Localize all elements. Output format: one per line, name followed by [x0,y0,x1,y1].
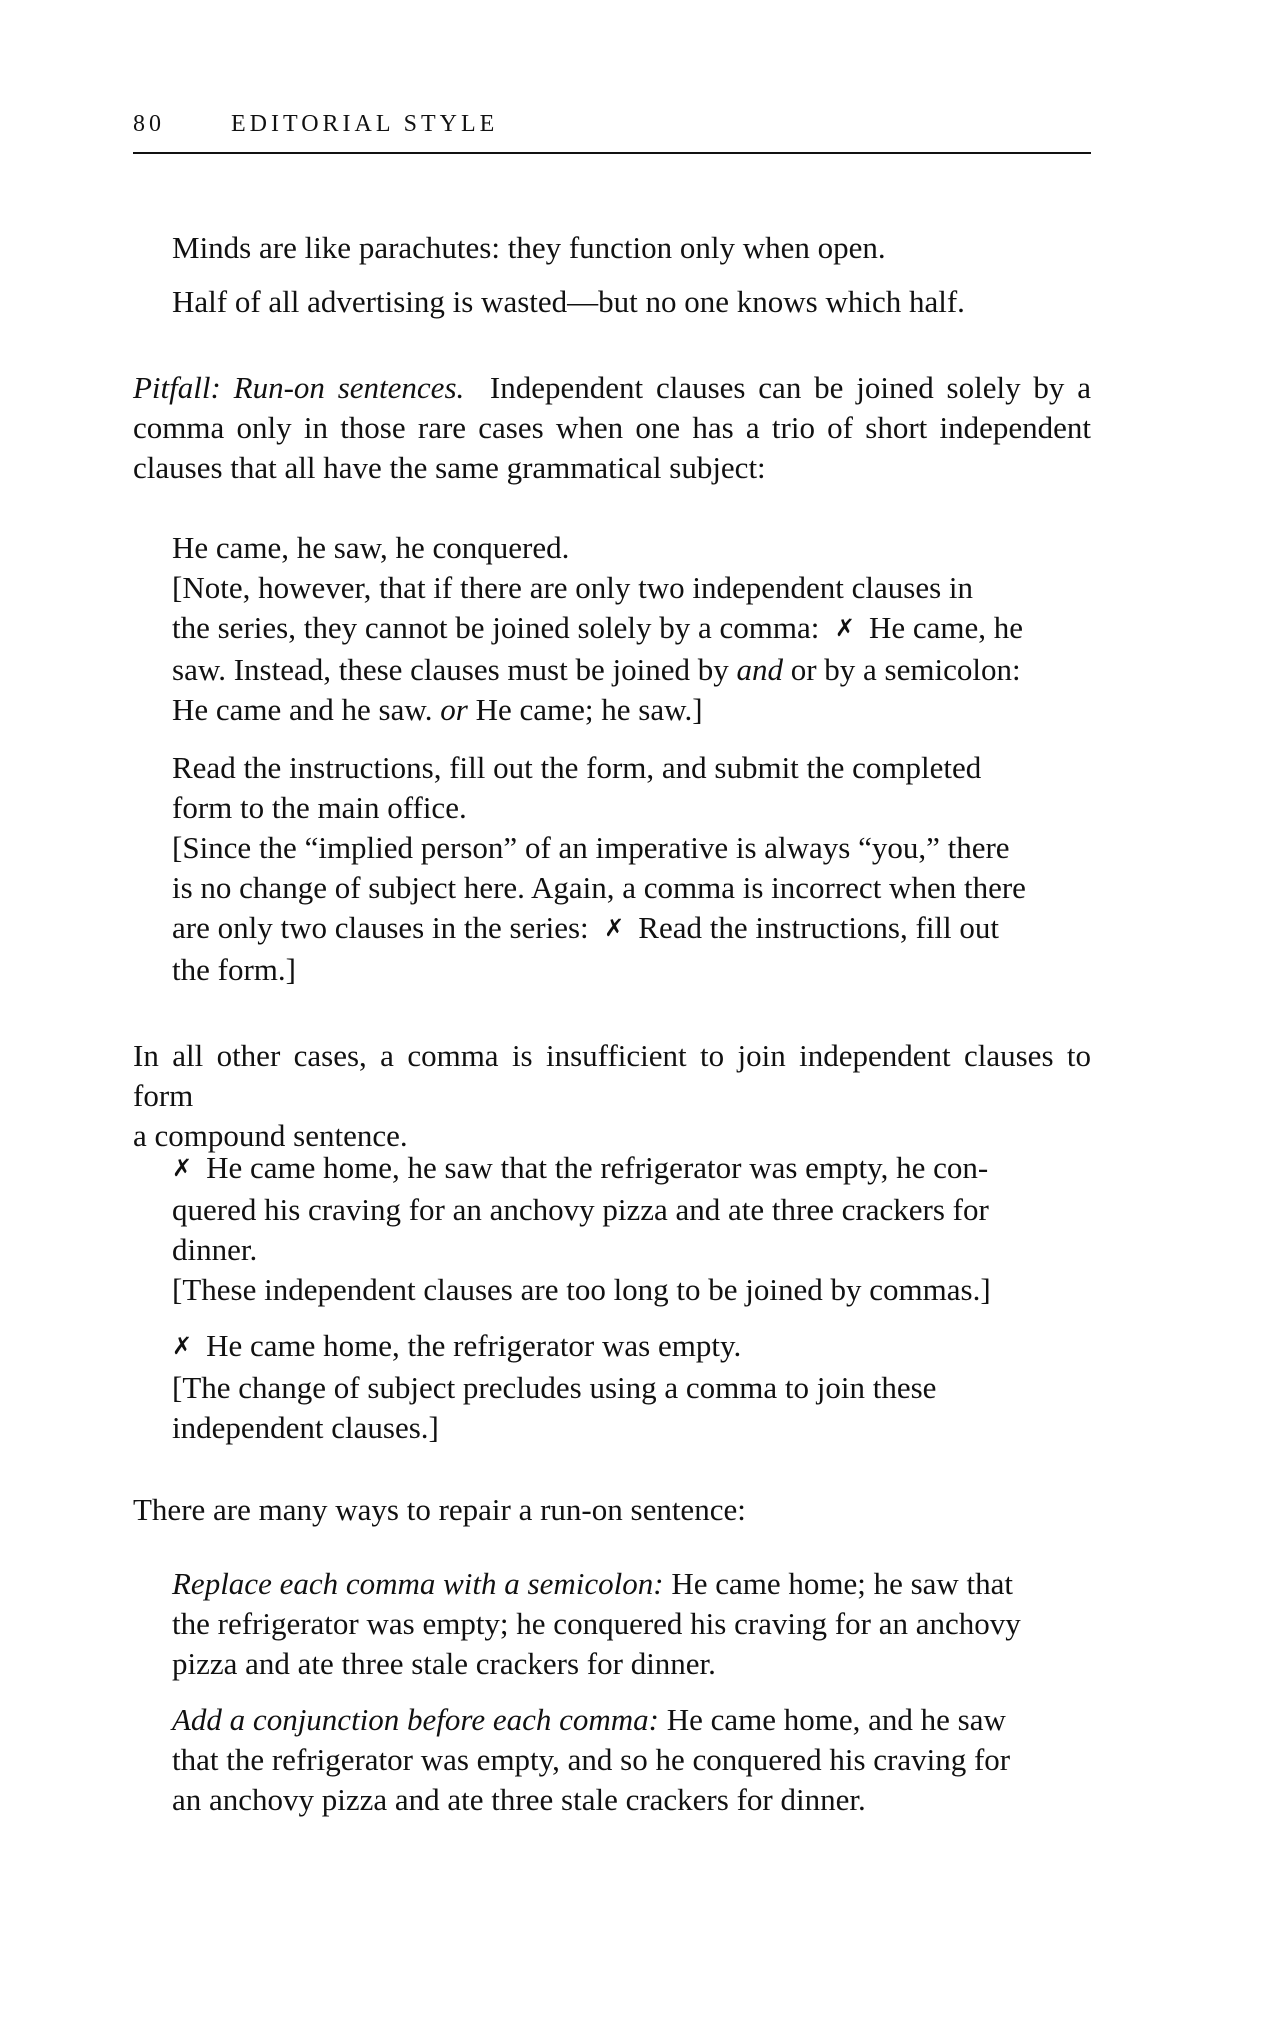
example-line: quered his craving for an anchovy pizza and ate three crackers for [172,1192,989,1227]
repair-label: Add a conjunction before each comma: [172,1702,659,1737]
pitfall-text: Independent clauses can be joined solely by a [489,370,1091,405]
note-line [172,608,1052,650]
incorrect-x-icon: ✗ [172,1154,193,1182]
pitfall-line-1 [133,368,1091,408]
note-text: are only two clauses in the series: [172,910,589,945]
pitfall-line-3: clauses that all have the same grammatical subject: [133,450,766,485]
note-italic: or [440,692,468,727]
note-line: [Note, however, that if there are only two independent clauses in [172,570,974,605]
note-text: or by a semicolon: [790,652,1021,687]
example-line: form to the main office. [172,790,467,825]
example-line: Read the instructions, fill out the form, and submit the completed [172,750,982,785]
pitfall-label: Pitfall: Run-on sentences. [133,370,465,405]
paragraph-line: In all other cases, a comma is insufficient to join independent clauses to form [133,1038,1091,1113]
example-text: He came home, the refrigerator was empty. [206,1328,742,1363]
example-line [172,1326,1052,1368]
note-line: the form.] [172,952,296,987]
pitfall-line-2: comma only in those rare cases when one has a trio of short independent [133,410,1091,445]
other-cases-paragraph [133,1036,1091,1156]
note-italic: and [736,652,783,687]
note-text: saw. Instead, these clauses must be joined by [172,652,729,687]
paragraph-line: a compound sentence. [133,1118,408,1153]
repair-line: pizza and ate three stale crackers for dinner. [172,1646,716,1681]
repair-label: Replace each comma with a semicolon: [172,1566,664,1601]
example-line: Half of all advertising is wasted—but no one knows which half. [172,284,965,319]
note-text: the series, they cannot be joined solely by a comma: [172,610,820,645]
note-line [172,690,1052,730]
example-line [172,1148,1052,1190]
repair-conjunction [172,1700,1052,1820]
note-line [172,908,1052,950]
repair-line: an anchovy pizza and ate three stale crackers for dinner. [172,1782,866,1817]
examples-top [172,228,1052,322]
chapter-title: EDITORIAL STYLE [231,111,499,137]
note-line: is no change of subject here. Again, a comma is incorrect when there [172,870,1026,905]
example-instructions [172,748,1052,990]
paragraph-line: There are many ways to repair a run-on sentence: [133,1492,746,1527]
repair-text: He came home; he saw that [671,1566,1014,1601]
repair-line: the refrigerator was empty; he conquered his craving for an anchovy [172,1606,1021,1641]
repair-intro [133,1490,1091,1530]
repair-text: He came home, and he saw [666,1702,1006,1737]
incorrect-example-2 [172,1326,1052,1448]
repair-line: that the refrigerator was empty, and so he conquered his craving for [172,1742,1011,1777]
incorrect-x-icon: ✗ [172,1332,193,1360]
note-text: He came; he saw.] [475,692,703,727]
repair-line [172,1564,1052,1604]
incorrect-x-icon: ✗ [834,614,855,642]
note-line: [Since the “implied person” of an imperative is always “you,” there [172,830,1010,865]
example-text: He came home, he saw that the refrigerator was empty, he con- [206,1150,989,1185]
note-text: Read the instructions, fill out [638,910,1000,945]
example-sentence: He came, he saw, he conquered. [172,530,570,565]
note-line [172,650,1052,690]
note-line: independent clauses.] [172,1410,439,1445]
note-text: He came, he [868,610,1024,645]
running-head [133,108,1091,154]
page-number: 80 [133,111,165,137]
note-text: He came and he saw. [172,692,433,727]
repair-semicolon [172,1564,1052,1684]
note-line: [The change of subject precludes using a comma to join these [172,1370,937,1405]
example-came-saw [172,528,1052,730]
repair-line [172,1700,1052,1740]
pitfall-paragraph [133,368,1091,488]
incorrect-example-1 [172,1148,1052,1310]
note-line: [These independent clauses are too long to be joined by commas.] [172,1272,991,1307]
incorrect-x-icon: ✗ [604,914,625,942]
example-line: Minds are like parachutes: they function only when open. [172,230,886,265]
example-line: dinner. [172,1232,258,1267]
